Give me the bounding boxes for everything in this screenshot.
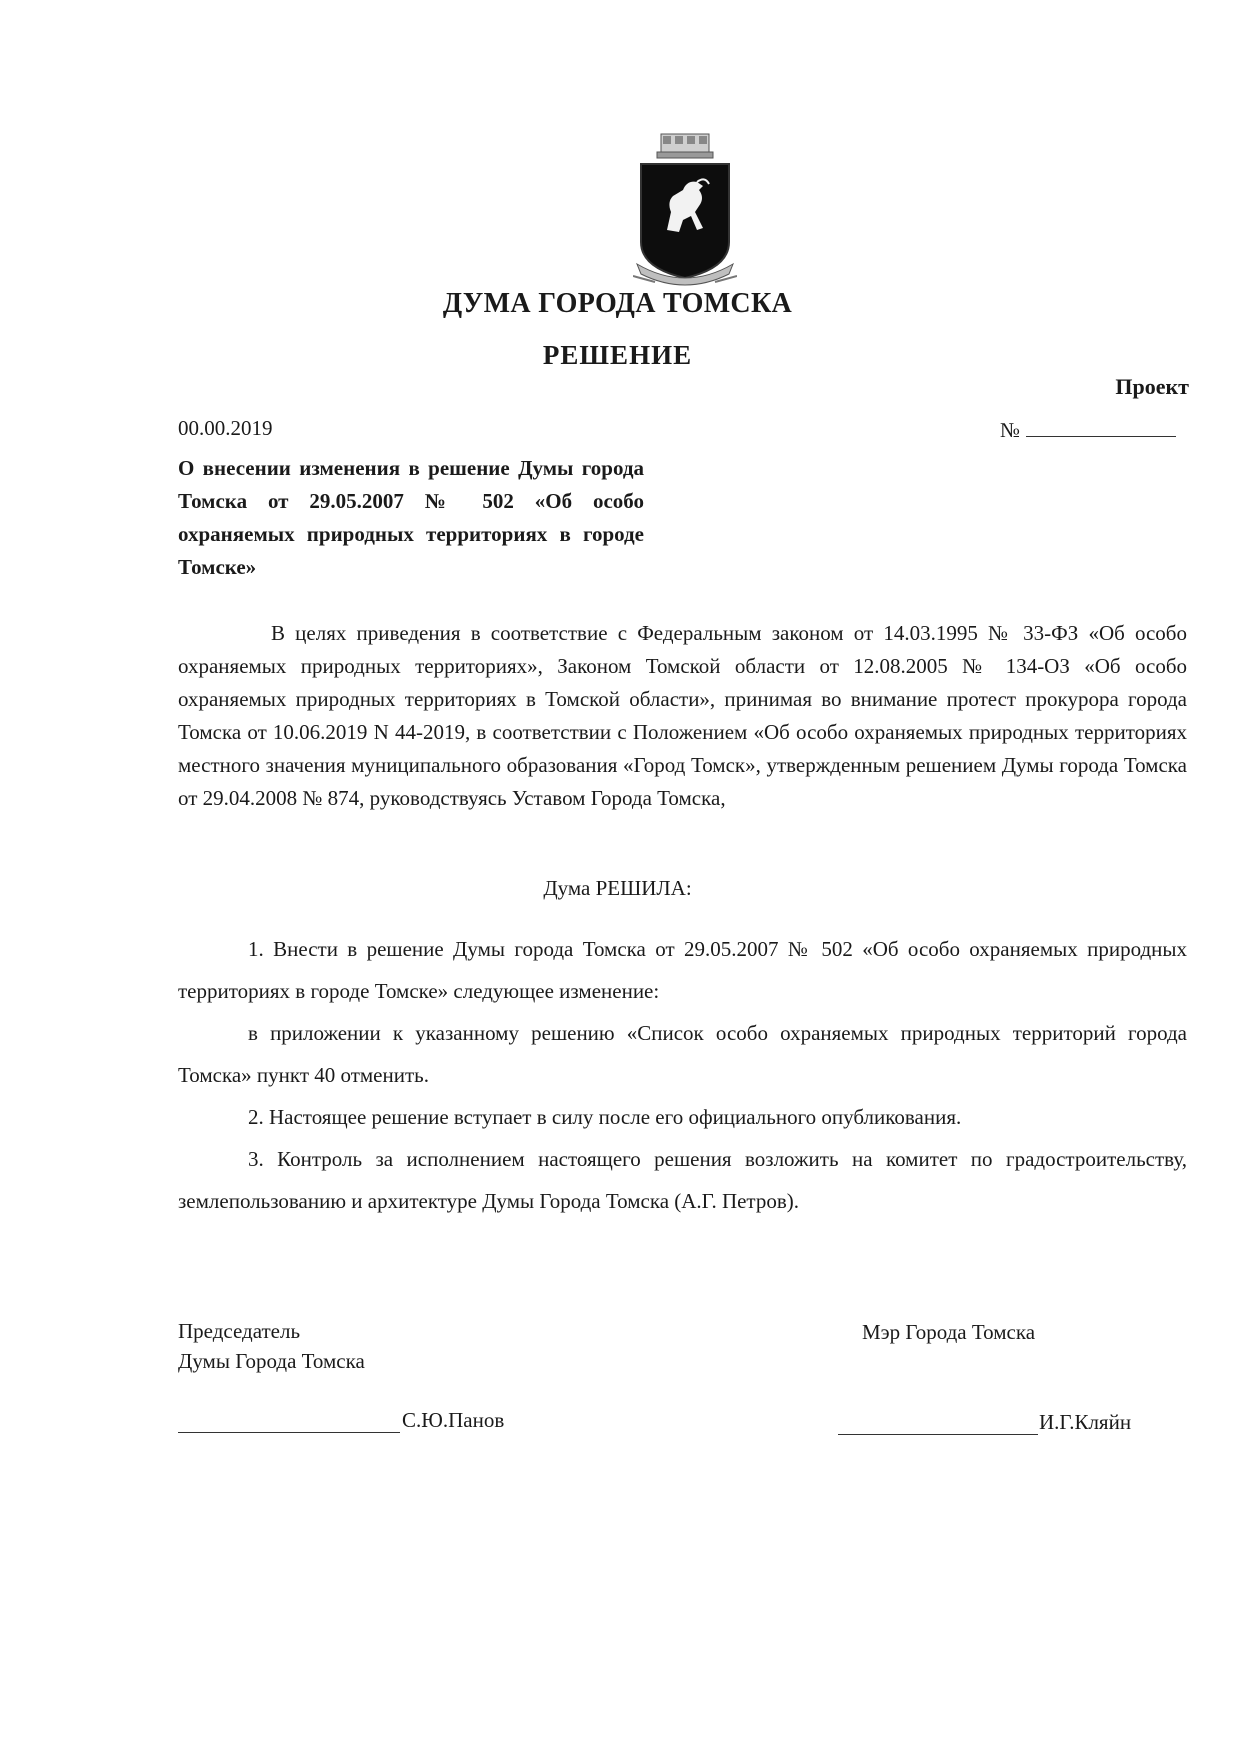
organization-title: ДУМА ГОРОДА ТОМСКА bbox=[442, 288, 793, 319]
coat-of-arms-icon bbox=[633, 132, 737, 292]
clause-1: 1. Внести в решение Думы города Томска от 29.05.2007 № 502 «Об особо охраняемых природных территориях в городе Томске» следующее изменение: bbox=[178, 937, 1187, 1003]
number-blank-line bbox=[1026, 416, 1176, 437]
clause-1-detail: в приложении к указанному решению «Список особо охраняемых природных территорий города Томска» пункт 40 отменить. bbox=[178, 1021, 1187, 1087]
preamble-paragraph: В целях приведения в соответствие с Федеральным законом от 14.03.1995 № 33-ФЗ «Об особо охраняемых природных территориях», Законом Томской области от 12.08.2005 № 134-ОЗ «Об особо охраняемых природных территориях в Томской области», принимая во внимание протест прокурора города Томска от 10.06.2019 N 44-2019, в соответствии с Положением «Об особо охраняемых природных территориях местного значения муниципального образования «Город Томск», утвержденным решением Думы города Томска от 29.04.2008 № 874, руководствуясь Уставом Города Томска, bbox=[178, 621, 1187, 810]
chairman-title bbox=[178, 1316, 365, 1376]
chairman-title-line2: Думы Города Томска bbox=[178, 1349, 365, 1373]
resolution-heading: Дума РЕШИЛА: bbox=[543, 876, 692, 900]
mayor-name: И.Г.Кляйн bbox=[1039, 1410, 1132, 1434]
chairman-signature-line bbox=[178, 1410, 400, 1433]
mayor-signature-line bbox=[838, 1412, 1038, 1435]
chairman-title-line1: Председатель bbox=[178, 1319, 301, 1343]
draft-status: Проект bbox=[1115, 374, 1189, 399]
chairman-name: С.Ю.Панов bbox=[402, 1408, 505, 1432]
number-label: № bbox=[1000, 418, 1021, 442]
clause-2: 2. Настоящее решение вступает в силу после его официального опубликования. bbox=[248, 1105, 962, 1129]
clause-3: 3. Контроль за исполнением настоящего решения возложить на комитет по градостроительству, землепользованию и архитектуре Думы Города Томска (А.Г. Петров). bbox=[178, 1147, 1187, 1213]
document-subject: О внесении изменения в решение Думы города Томска от 29.05.2007 № 502 «Об особо охраняемых природных территориях в городе Томске» bbox=[178, 456, 644, 579]
mayor-title: Мэр Города Томска bbox=[862, 1320, 1036, 1344]
document-number bbox=[1000, 416, 1176, 443]
document-type: РЕШЕНИЕ bbox=[542, 340, 693, 370]
document-date: 00.00.2019 bbox=[178, 416, 273, 440]
clauses-list bbox=[178, 928, 1187, 1222]
